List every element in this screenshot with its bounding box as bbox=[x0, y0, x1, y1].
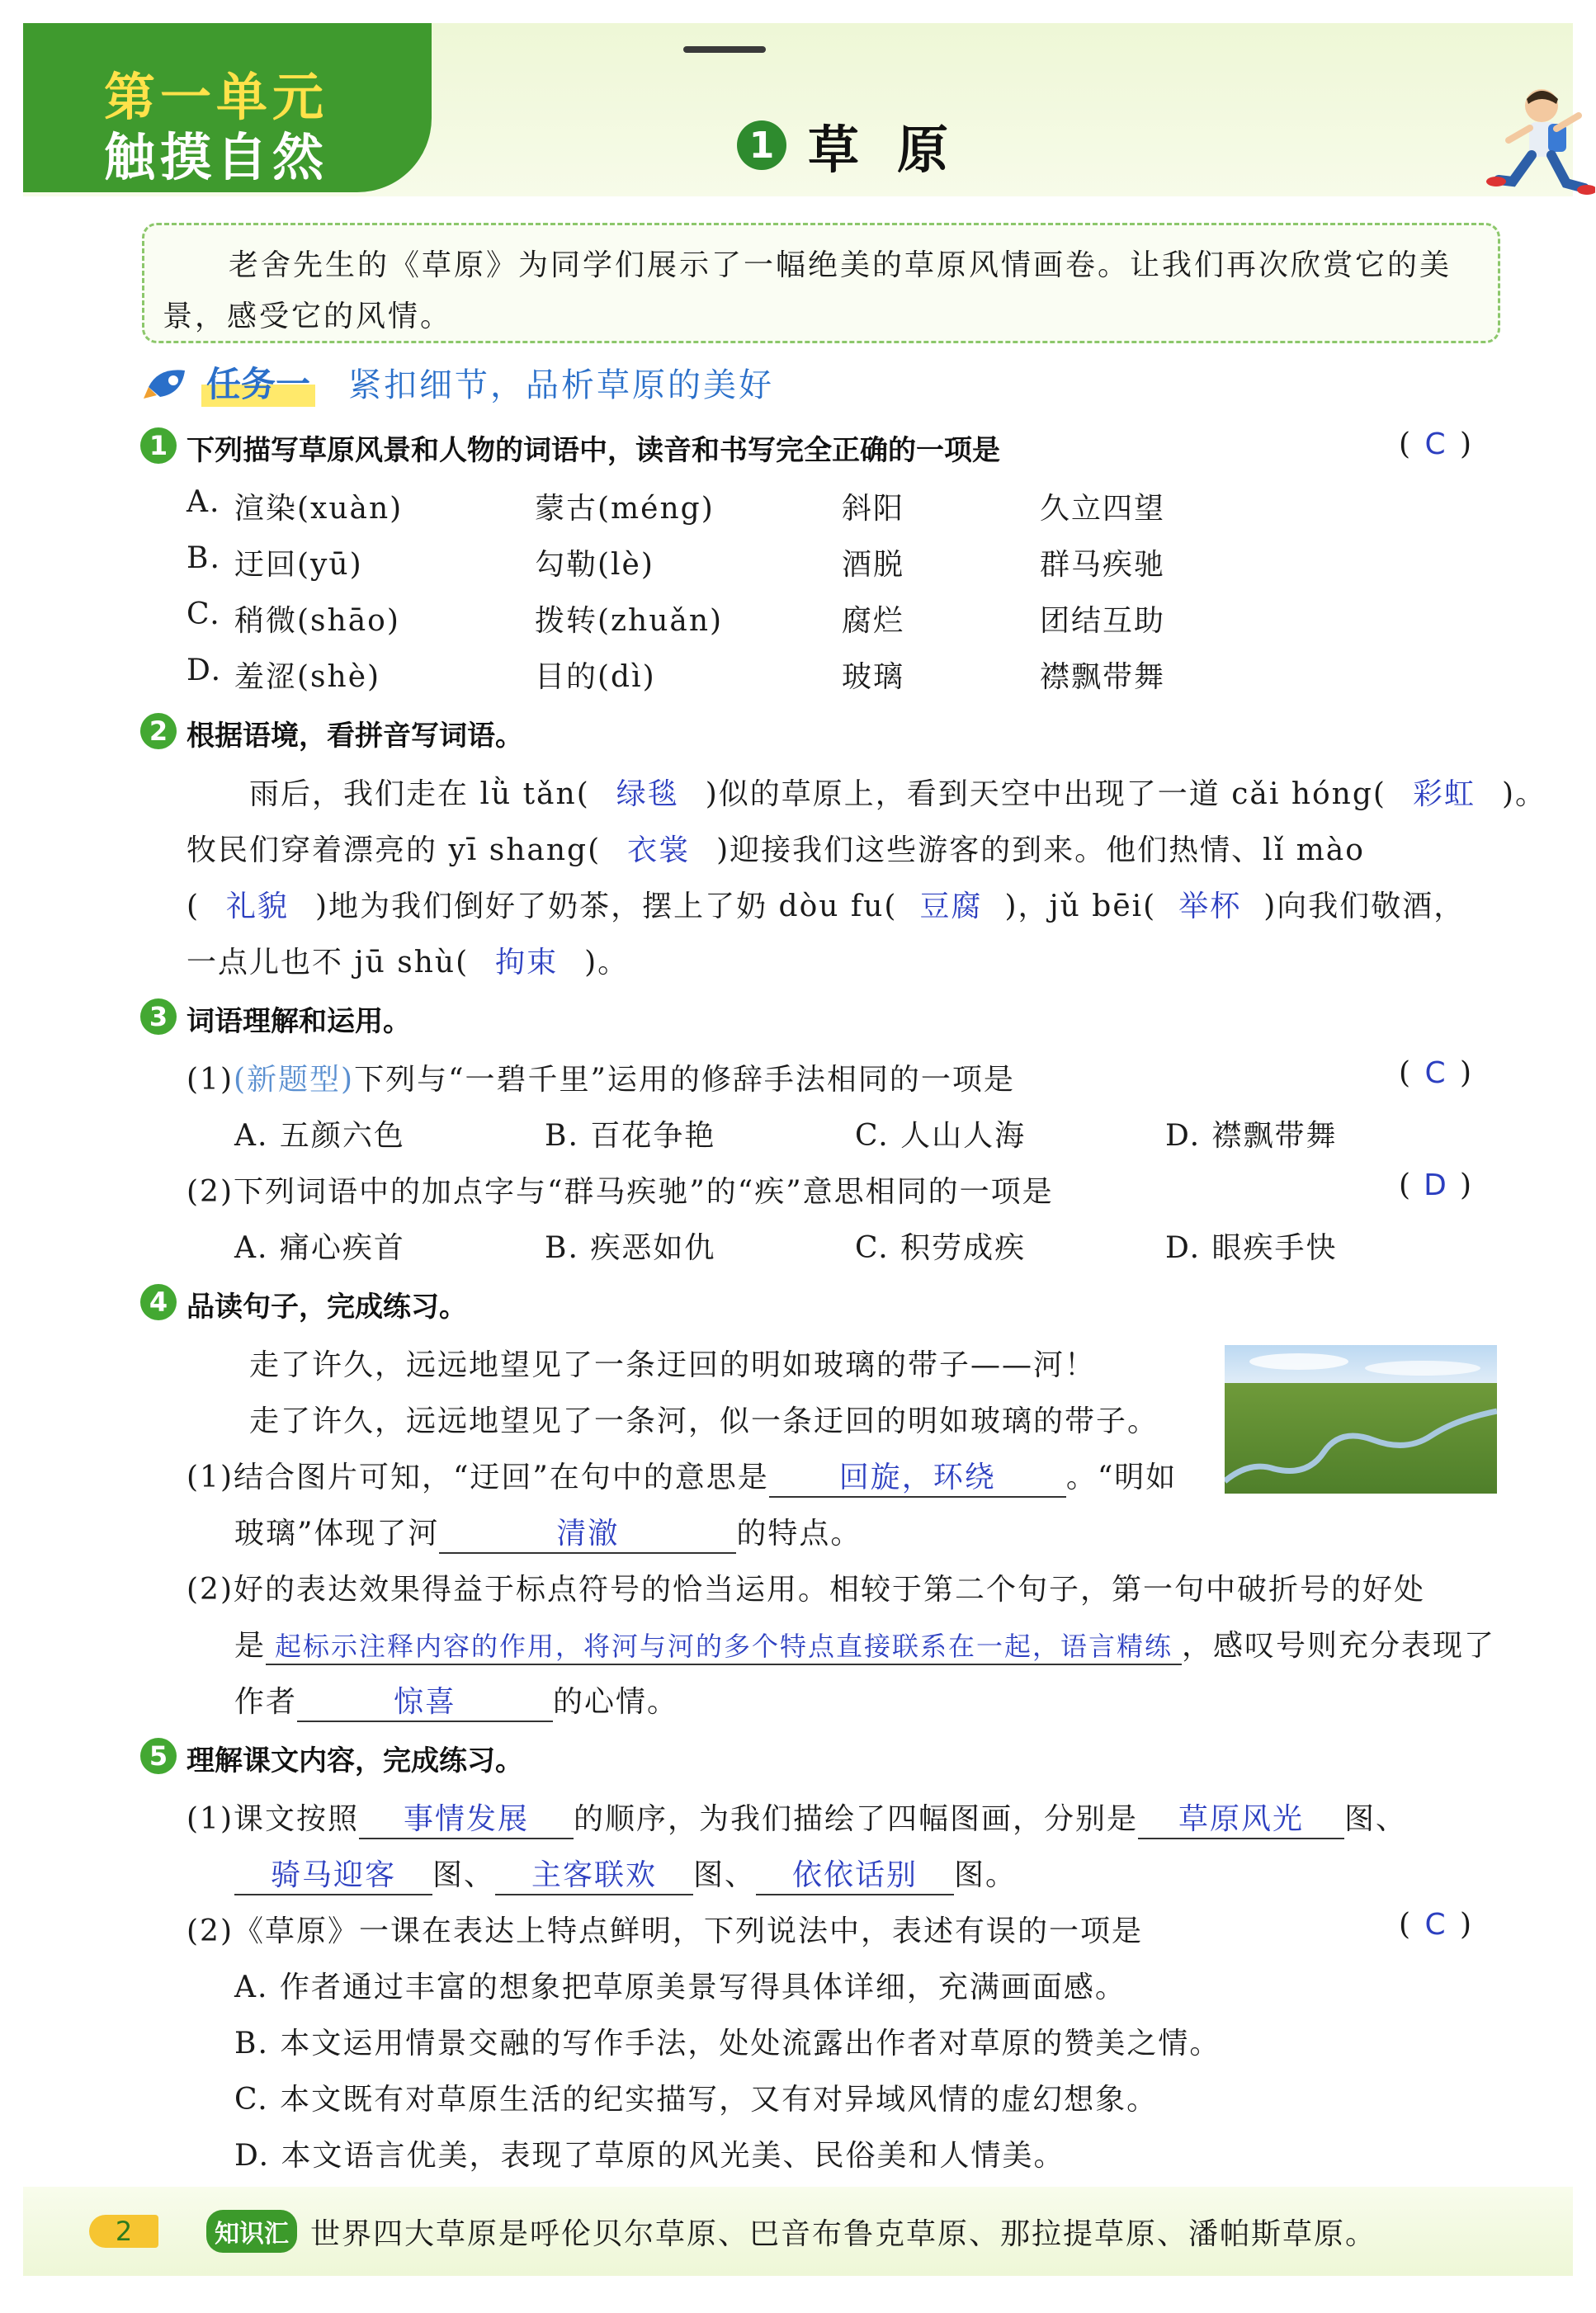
answer-text: 衣裳 bbox=[627, 833, 691, 867]
sub-question-text: (1)课文按照 bbox=[187, 1802, 359, 1836]
fill-line bbox=[187, 883, 1465, 925]
fill-line bbox=[187, 939, 629, 981]
question-title: 品读句子，完成练习。 bbox=[187, 1291, 467, 1324]
option-word: 玻璃 bbox=[842, 660, 905, 694]
sub-question bbox=[187, 1056, 1015, 1098]
option-word: 勾勒(lè) bbox=[535, 548, 654, 582]
option-word: 迂回(yū) bbox=[234, 548, 363, 582]
running-boy-illustration bbox=[1484, 83, 1595, 206]
answer-paren: ( C ) bbox=[1399, 1908, 1472, 1942]
answer-text: 绿毯 bbox=[616, 777, 679, 811]
new-type-tag: (新题型) bbox=[234, 1063, 355, 1097]
passage-text: ( bbox=[187, 890, 201, 923]
sub-question-text: 是 bbox=[234, 1629, 267, 1663]
question-title: 词语理解和运用。 bbox=[187, 1005, 411, 1038]
option-letter: C. bbox=[187, 597, 221, 631]
question-number-badge: 4 bbox=[140, 1284, 177, 1320]
option-word: 群马疾驰 bbox=[1040, 548, 1166, 582]
sub-question-text: 。“明如 bbox=[1065, 1461, 1178, 1494]
option: D. 眼疾手快 bbox=[1165, 1231, 1338, 1265]
sub-question-text: 作者 bbox=[234, 1685, 298, 1719]
task-banner bbox=[142, 353, 774, 411]
option-word: 久立四望 bbox=[1040, 492, 1166, 526]
answer-text: C bbox=[1424, 1908, 1446, 1942]
fill-line bbox=[187, 1454, 1177, 1498]
unit-number: 第一单元 bbox=[104, 67, 329, 127]
quoted-sentence: 走了许久，远远地望见了一条迂回的明如玻璃的带子——河！ bbox=[249, 1348, 1097, 1382]
task-subtitle: 紧扣细节，品析草原的美好 bbox=[348, 366, 775, 404]
fill-line bbox=[234, 1622, 1495, 1665]
option-word: 目的(dì) bbox=[535, 660, 656, 694]
answer-text: 豆腐 bbox=[919, 890, 983, 923]
option-word: 稍微(shāo) bbox=[234, 604, 400, 638]
unit-theme: 触摸自然 bbox=[104, 127, 329, 187]
answer-text: 起标示注释内容的作用，将河与河的多个特点直接联系在一起，语言精练 bbox=[275, 1631, 1173, 1662]
sub-question-text: 图、 bbox=[1344, 1802, 1408, 1836]
option-word: 腐烂 bbox=[842, 604, 905, 638]
answer-paren: ( C ) bbox=[1399, 427, 1472, 461]
rocket-icon bbox=[142, 362, 193, 402]
lesson-number-badge: 1 bbox=[737, 120, 786, 170]
question-title: 下列描写草原风景和人物的词语中，读音和书写完全正确的一项是 bbox=[187, 434, 1000, 467]
sub-question-text: 的顺序，为我们描绘了四幅图画，分别是 bbox=[574, 1802, 1139, 1836]
page-header bbox=[23, 23, 1573, 196]
option-word: 团结互助 bbox=[1040, 604, 1166, 638]
sub-question-text: 图。 bbox=[954, 1858, 1018, 1892]
sub-question-number: (1) bbox=[187, 1063, 234, 1097]
passage-text: 雨后，我们走在 lǜ tǎn( bbox=[249, 777, 590, 811]
answer-text: C bbox=[1424, 427, 1446, 461]
passage-text: )向我们敬酒， bbox=[1263, 890, 1466, 923]
page-number: 2 bbox=[89, 2215, 158, 2248]
option: B. 疾恶如仇 bbox=[545, 1231, 716, 1265]
unit-tab bbox=[23, 23, 432, 192]
sub-question-text: (2)下列词语中的加点字与“群马疾驰”的“疾”意思相同的一项是 bbox=[187, 1175, 1054, 1209]
fill-line bbox=[234, 1678, 678, 1722]
intro-text: 老舍先生的《草原》为同学们展示了一幅绝美的草原风情画卷。让我们再次欣赏它的美景，感受它的风情。 bbox=[163, 248, 1452, 333]
sub-question-text: 下列与“一碧千里”运用的修辞手法相同的一项是 bbox=[354, 1063, 1015, 1097]
question-title: 根据语境，看拼音写词语。 bbox=[187, 720, 523, 753]
fill-line bbox=[187, 827, 1365, 869]
option-letter: B. bbox=[187, 541, 221, 575]
passage-text: )，jǔ bēi( bbox=[1004, 890, 1157, 923]
footer-fact: 世界四大草原是呼伦贝尔草原、巴音布鲁克草原、那拉提草原、潘帕斯草原。 bbox=[310, 2216, 1377, 2251]
option-letter: A. bbox=[187, 485, 221, 519]
answer-text: C bbox=[1424, 1056, 1446, 1090]
answer-paren: ( D ) bbox=[1399, 1168, 1472, 1202]
answer-text: 主客联欢 bbox=[531, 1858, 658, 1892]
answer-text: 拘束 bbox=[495, 946, 559, 979]
answer-paren: ( C ) bbox=[1399, 1056, 1472, 1090]
decorative-bar bbox=[683, 46, 766, 53]
answer-text: 事情发展 bbox=[403, 1802, 529, 1836]
sub-question-text: ，感叹号则充分表现了 bbox=[1182, 1629, 1496, 1663]
lesson-title: 草原 bbox=[808, 119, 987, 180]
option-word: 襟飘带舞 bbox=[1040, 660, 1166, 694]
option: D. 本文语言优美，表现了草原的风光美、民俗美和人情美。 bbox=[234, 2139, 1065, 2173]
option-word: 拨转(zhuǎn) bbox=[535, 604, 724, 638]
knowledge-tag: 知识汇 bbox=[206, 2210, 297, 2253]
answer-text: 依依话别 bbox=[792, 1858, 918, 1892]
passage-text: 牧民们穿着漂亮的 yī shang( bbox=[187, 833, 602, 867]
sub-question-text: (2)好的表达效果得益于标点符号的恰当运用。相较于第二个句子，第一句中破折号的好处 bbox=[187, 1573, 1425, 1607]
option: B. 百花争艳 bbox=[545, 1119, 716, 1153]
task-label: 任务一 bbox=[201, 357, 315, 407]
answer-text: 彩虹 bbox=[1412, 777, 1476, 811]
passage-text: )似的草原上，看到天空中出现了一道 cǎi hóng( bbox=[705, 777, 1386, 811]
question-number-badge: 3 bbox=[140, 998, 177, 1035]
option-word: 酒脱 bbox=[842, 548, 905, 582]
page-footer bbox=[89, 2207, 1376, 2256]
option: C. 积劳成疾 bbox=[855, 1231, 1027, 1265]
sub-question-text: 的心情。 bbox=[553, 1685, 679, 1719]
answer-text: 草原风光 bbox=[1178, 1802, 1305, 1836]
grassland-river-photo bbox=[1225, 1345, 1497, 1494]
option-letter: D. bbox=[187, 654, 223, 687]
answer-text: D bbox=[1424, 1168, 1447, 1202]
fill-line bbox=[187, 1796, 1407, 1839]
passage-text: )。 bbox=[584, 946, 630, 979]
passage-text: )迎接我们这些游客的到来。他们热情、lǐ mào bbox=[716, 833, 1365, 867]
option: A. 五颜六色 bbox=[234, 1119, 405, 1153]
fill-line bbox=[234, 1852, 1017, 1895]
answer-text: 回旋，环绕 bbox=[838, 1461, 996, 1494]
question-number-badge: 1 bbox=[140, 427, 177, 464]
answer-text: 清澈 bbox=[556, 1517, 620, 1551]
option: C. 人山人海 bbox=[855, 1119, 1027, 1153]
option-word: 斜阳 bbox=[842, 492, 905, 526]
question-title: 理解课文内容，完成练习。 bbox=[187, 1744, 523, 1777]
intro-box bbox=[142, 223, 1500, 343]
option: A. 作者通过丰富的想象把草原美景写得具体详细，充满画面感。 bbox=[234, 1971, 1126, 2004]
answer-text: 骑马迎客 bbox=[270, 1858, 396, 1892]
answer-text: 礼貌 bbox=[226, 890, 290, 923]
option: D. 襟飘带舞 bbox=[1165, 1119, 1338, 1153]
lesson-heading bbox=[737, 114, 987, 180]
sub-question-text: (1)结合图片可知，“迂回”在句中的意思是 bbox=[187, 1461, 769, 1494]
passage-text: )地为我们倒好了奶茶，摆上了奶 dòu fu( bbox=[315, 890, 898, 923]
option: B. 本文运用情景交融的写作手法，处处流露出作者对草原的赞美之情。 bbox=[234, 2027, 1221, 2060]
question-number-badge: 5 bbox=[140, 1738, 177, 1774]
answer-text: 惊喜 bbox=[394, 1685, 457, 1719]
option-word: 羞涩(shè) bbox=[234, 660, 381, 694]
sub-question-text: (2)《草原》一课在表达上特点鲜明，下列说法中，表述有误的一项是 bbox=[187, 1914, 1143, 1948]
passage-text: 一点儿也不 jū shù( bbox=[187, 946, 470, 979]
fill-line bbox=[234, 1510, 862, 1554]
answer-text: 举杯 bbox=[1178, 890, 1242, 923]
quoted-sentence: 走了许久，远远地望见了一条河，似一条迂回的明如玻璃的带子。 bbox=[249, 1404, 1159, 1438]
question-number-badge: 2 bbox=[140, 713, 177, 749]
option-word: 渲染(xuàn) bbox=[234, 492, 404, 526]
option: C. 本文既有对草原生活的纪实描写，又有对异域风情的虚幻想象。 bbox=[234, 2083, 1159, 2117]
sub-question-text: 的特点。 bbox=[736, 1517, 862, 1551]
sub-question-text: 图、 bbox=[432, 1858, 496, 1892]
sub-question-text: 玻璃”体现了河 bbox=[234, 1517, 440, 1551]
option-word: 蒙古(méng) bbox=[535, 492, 715, 526]
fill-line bbox=[249, 771, 1546, 813]
option: A. 痛心疾首 bbox=[234, 1231, 405, 1265]
sub-question-text: 图、 bbox=[693, 1858, 757, 1892]
passage-text: )。 bbox=[1501, 777, 1547, 811]
